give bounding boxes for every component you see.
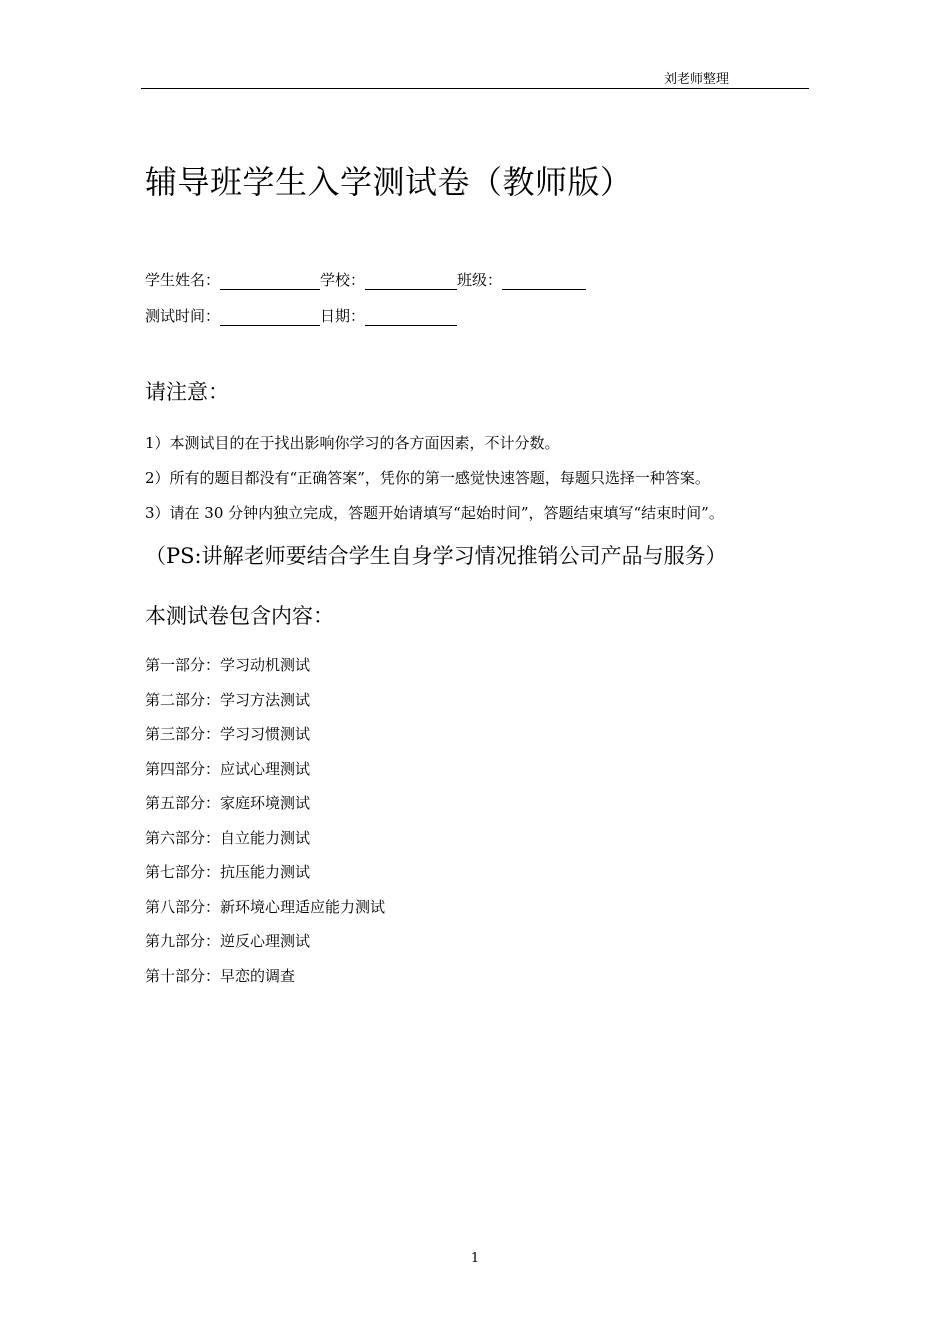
document-title: 辅导班学生入学测试卷（教师版） <box>145 163 633 201</box>
class-label: 班级： <box>457 271 503 289</box>
ps-note: （PS:讲解老师要结合学生自身学习情况推销公司产品与服务） <box>145 544 727 568</box>
list-item: 第六部分：自立能力测试 <box>145 828 311 847</box>
page-header-text: 刘老师整理 <box>664 72 730 87</box>
test-info-row <box>145 306 457 326</box>
test-time-label: 测试时间： <box>145 307 221 325</box>
student-info-row <box>145 270 586 290</box>
student-name-label: 学生姓名： <box>145 271 221 289</box>
page-number: 1 <box>470 1251 480 1266</box>
list-item: 第十部分：早恋的调查 <box>145 966 296 985</box>
contents-list <box>145 655 385 1000</box>
class-blank[interactable] <box>502 273 586 290</box>
notice-heading: 请注意： <box>145 380 229 404</box>
school-blank[interactable] <box>365 273 457 290</box>
list-item: 第三部分：学习习惯测试 <box>145 725 311 743</box>
contents-heading: 本测试卷包含内容： <box>145 604 334 628</box>
list-item: 第一部分：学习动机测试 <box>145 656 311 674</box>
header-rule <box>141 88 809 89</box>
student-name-blank[interactable] <box>220 273 320 290</box>
list-item: 第五部分：家庭环境测试 <box>145 794 311 812</box>
notice-item: 2）所有的题目都没有“正确答案”，凭你的第一感觉快速答题，每题只选择一种答案。 <box>145 469 710 487</box>
list-item: 第四部分：应试心理测试 <box>145 759 311 778</box>
list-item: 第七部分：抗压能力测试 <box>145 863 311 881</box>
test-time-blank[interactable] <box>220 309 320 326</box>
list-item: 第二部分：学习方法测试 <box>145 690 311 709</box>
notice-item: 3）请在 30 分钟内独立完成，答题开始请填写“起始时间”，答题结束填写“结束时间”。 <box>145 504 724 522</box>
list-item: 第八部分：新环境心理适应能力测试 <box>145 897 386 916</box>
notice-item: 1）本测试目的在于找出影响你学习的各方面因素，不计分数。 <box>145 434 560 452</box>
date-blank[interactable] <box>365 309 457 326</box>
date-label: 日期： <box>320 307 366 325</box>
school-label: 学校： <box>320 271 366 289</box>
list-item: 第九部分：逆反心理测试 <box>145 932 311 950</box>
